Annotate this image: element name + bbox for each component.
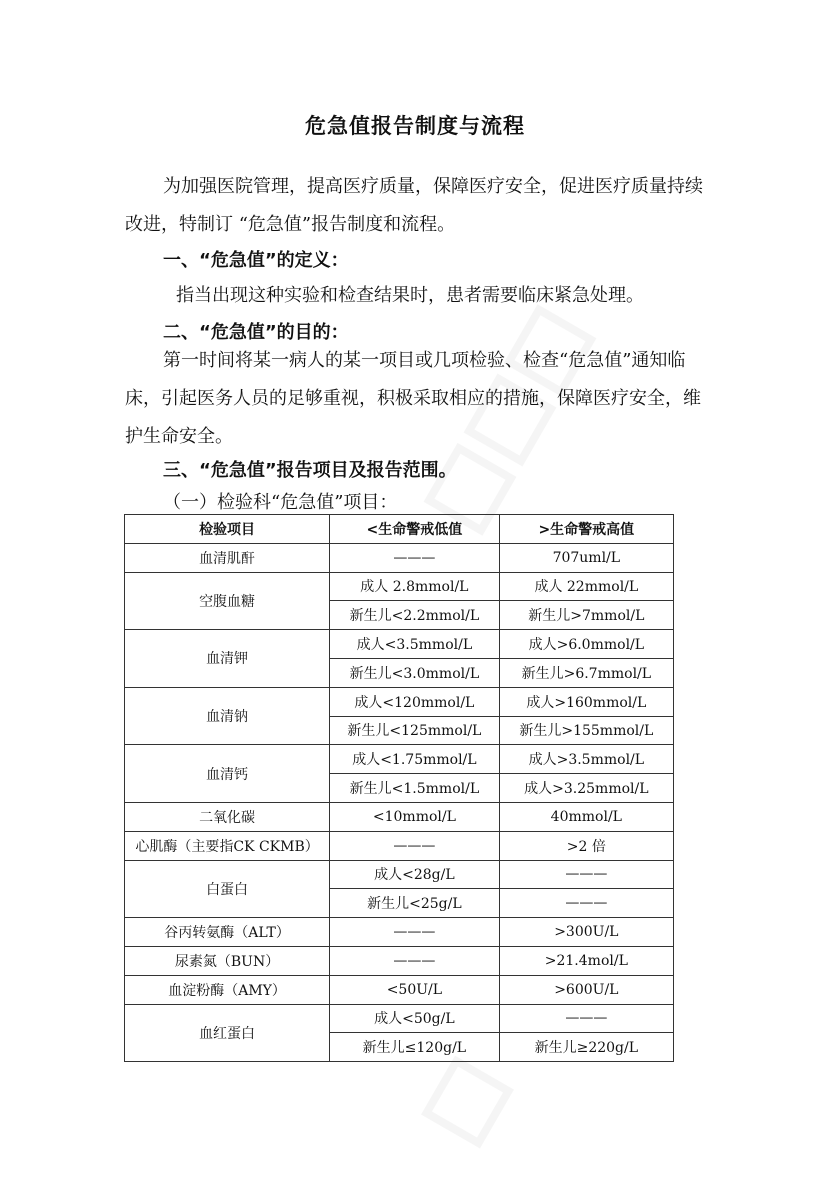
page-title: 危急值报告制度与流程 xyxy=(305,114,525,138)
header-high: >生命警戒高值 xyxy=(499,515,673,544)
cell-low: 新生儿<125mmol/L xyxy=(330,716,500,745)
cell-low: ——— xyxy=(330,831,500,860)
cell-item: 白蛋白 xyxy=(125,860,330,918)
cell-high: >2 倍 xyxy=(499,831,673,860)
watermark-bottom xyxy=(398,1047,522,1182)
cell-high: 新生儿>7mmol/L xyxy=(499,601,673,630)
table-row xyxy=(125,687,674,716)
cell-high: ——— xyxy=(499,1004,673,1033)
table-row xyxy=(125,630,674,659)
cell-item: 血清钙 xyxy=(125,745,330,803)
cell-high: 成人>160mmol/L xyxy=(499,687,673,716)
header-item: 检验项目 xyxy=(125,515,330,544)
cell-low: 新生儿≤120g/L xyxy=(330,1033,500,1062)
cell-low: 成人 2.8mmol/L xyxy=(330,572,500,601)
cell-low: 新生儿<25g/L xyxy=(330,889,500,918)
cell-low: 成人<28g/L xyxy=(330,860,500,889)
table-row xyxy=(125,946,674,975)
cell-item: 血淀粉酶（AMY） xyxy=(125,975,330,1004)
table-row xyxy=(125,831,674,860)
cell-high: 新生儿>155mmol/L xyxy=(499,716,673,745)
cell-low: 新生儿<2.2mmol/L xyxy=(330,601,500,630)
cell-high: 新生儿>6.7mmol/L xyxy=(499,658,673,687)
cell-high: ——— xyxy=(499,889,673,918)
cell-low: 新生儿<1.5mmol/L xyxy=(330,774,500,803)
cell-item: 心肌酶（主要指CK CKMB） xyxy=(125,831,330,860)
section-definition-heading: 一、“危急值”的定义： xyxy=(163,250,349,271)
section-purpose-heading: 二、“危急值”的目的： xyxy=(163,322,349,343)
cell-low: 成人<120mmol/L xyxy=(330,687,500,716)
intro-paragraph: 为加强医院管理，提高医疗质量，保障医疗安全，促进医疗质量持续改进，特制订 “危急值”报告制度和流程。 xyxy=(125,176,703,235)
cell-item: 二氧化碳 xyxy=(125,802,330,831)
section-purpose-text: 第一时间将某一病人的某一项目或几项检验、检查“危急值”通知临床，引起医务人员的足够重视，积极采取相应的措施，保障医疗安全，维护生命安全。 xyxy=(125,350,701,447)
cell-high: 成人>3.5mmol/L xyxy=(499,745,673,774)
cell-high: 707uml/L xyxy=(499,543,673,572)
cell-low: ——— xyxy=(330,946,500,975)
critical-values-table xyxy=(124,514,674,1062)
cell-high: 40mmol/L xyxy=(499,802,673,831)
cell-item: 血清钠 xyxy=(125,687,330,745)
cell-low: ——— xyxy=(330,543,500,572)
cell-item: 尿素氮（BUN） xyxy=(125,946,330,975)
cell-low: <50U/L xyxy=(330,975,500,1004)
table-row xyxy=(125,1004,674,1033)
cell-low: 成人<1.75mmol/L xyxy=(330,745,500,774)
table-body xyxy=(125,543,674,1061)
cell-low: 成人<50g/L xyxy=(330,1004,500,1033)
cell-high: ——— xyxy=(499,860,673,889)
table-row xyxy=(125,572,674,601)
cell-high: 新生儿≥220g/L xyxy=(499,1033,673,1062)
table-row xyxy=(125,543,674,572)
cell-high: >600U/L xyxy=(499,975,673,1004)
cell-low: <10mmol/L xyxy=(330,802,500,831)
table-row xyxy=(125,860,674,889)
table-row xyxy=(125,802,674,831)
section-definition-text: 指当出现这种实验和检查结果时，患者需要临床紧急处理。 xyxy=(176,285,644,306)
cell-low: ——— xyxy=(330,918,500,947)
table-header-row xyxy=(125,515,674,544)
table-row xyxy=(125,745,674,774)
cell-item: 空腹血糖 xyxy=(125,572,330,630)
section-scope-heading: 三、“危急值”报告项目及报告范围。 xyxy=(163,460,457,481)
cell-high: >300U/L xyxy=(499,918,673,947)
cell-high: >21.4mol/L xyxy=(499,946,673,975)
header-low: <生命警戒低值 xyxy=(330,515,500,544)
subsection-lab-heading: （一）检验科“危急值”项目： xyxy=(163,492,398,513)
table-row xyxy=(125,975,674,1004)
cell-item: 血红蛋白 xyxy=(125,1004,330,1062)
cell-item: 血清肌酐 xyxy=(125,543,330,572)
cell-high: 成人 22mmol/L xyxy=(499,572,673,601)
cell-high: 成人>6.0mmol/L xyxy=(499,630,673,659)
cell-item: 血清钾 xyxy=(125,630,330,688)
cell-low: 新生儿<3.0mmol/L xyxy=(330,658,500,687)
cell-low: 成人<3.5mmol/L xyxy=(330,630,500,659)
cell-high: 成人>3.25mmol/L xyxy=(499,774,673,803)
table-row xyxy=(125,918,674,947)
cell-item: 谷丙转氨酶（ALT） xyxy=(125,918,330,947)
